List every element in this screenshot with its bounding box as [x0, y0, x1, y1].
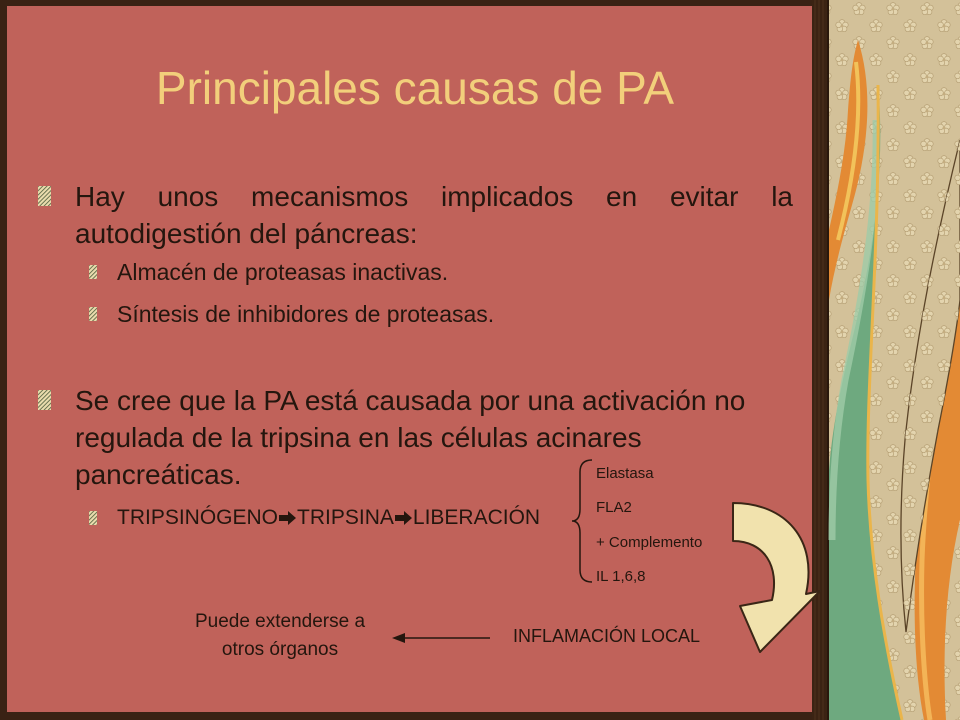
slide-title: Principales causas de PA [155, 62, 675, 114]
right-arrow-icon [279, 511, 296, 525]
striped-square-bullet-icon [89, 265, 97, 279]
spread-label [160, 608, 400, 664]
inflammation-label: INFLAMACIÓN LOCAL [513, 626, 701, 646]
sub-bullet-item: Almacén de proteasas inactivas. [117, 259, 449, 285]
pathway-step: LIBERACIÓN [412, 506, 541, 529]
bullet-2-line: pancreáticas. [75, 459, 242, 490]
right-arrow-icon [395, 511, 412, 525]
bullet-2-line: regulada de la tripsina en las células acinares [75, 422, 642, 453]
bullet-1-line: Hay unos mecanismos implicados en evitar la [75, 181, 793, 212]
bullet-2-line: Se cree que la PA está causada por una activación no [75, 385, 746, 416]
pathway-step: TRIPSINÓGENO [117, 506, 279, 529]
bullet-1-line: autodigestión del páncreas: [75, 218, 418, 249]
brace-list-item: IL 1,6,8 [596, 568, 646, 585]
brace-list-item: FLA2 [596, 499, 632, 516]
sub-bullet-item: Síntesis de inhibidores de proteasas. [117, 301, 495, 327]
bullet-2-paragraph [75, 382, 793, 493]
striped-square-bullet-icon [38, 390, 51, 410]
trypsin-pathway [117, 504, 540, 532]
striped-square-bullet-icon [38, 186, 51, 206]
pathway-step: TRIPSINA [297, 506, 394, 529]
striped-square-bullet-icon [89, 511, 97, 525]
brace-list-item: + Complemento [596, 534, 703, 551]
spread-label-line: Puede extenderse a [194, 611, 366, 632]
spread-label-line: otros órganos [221, 639, 339, 660]
left-arrow-icon [392, 633, 490, 643]
curved-down-arrow-icon [733, 503, 820, 652]
brace-list-item: Elastasa [596, 465, 654, 482]
striped-square-bullet-icon [89, 307, 97, 321]
bullet-1-paragraph [75, 178, 793, 252]
